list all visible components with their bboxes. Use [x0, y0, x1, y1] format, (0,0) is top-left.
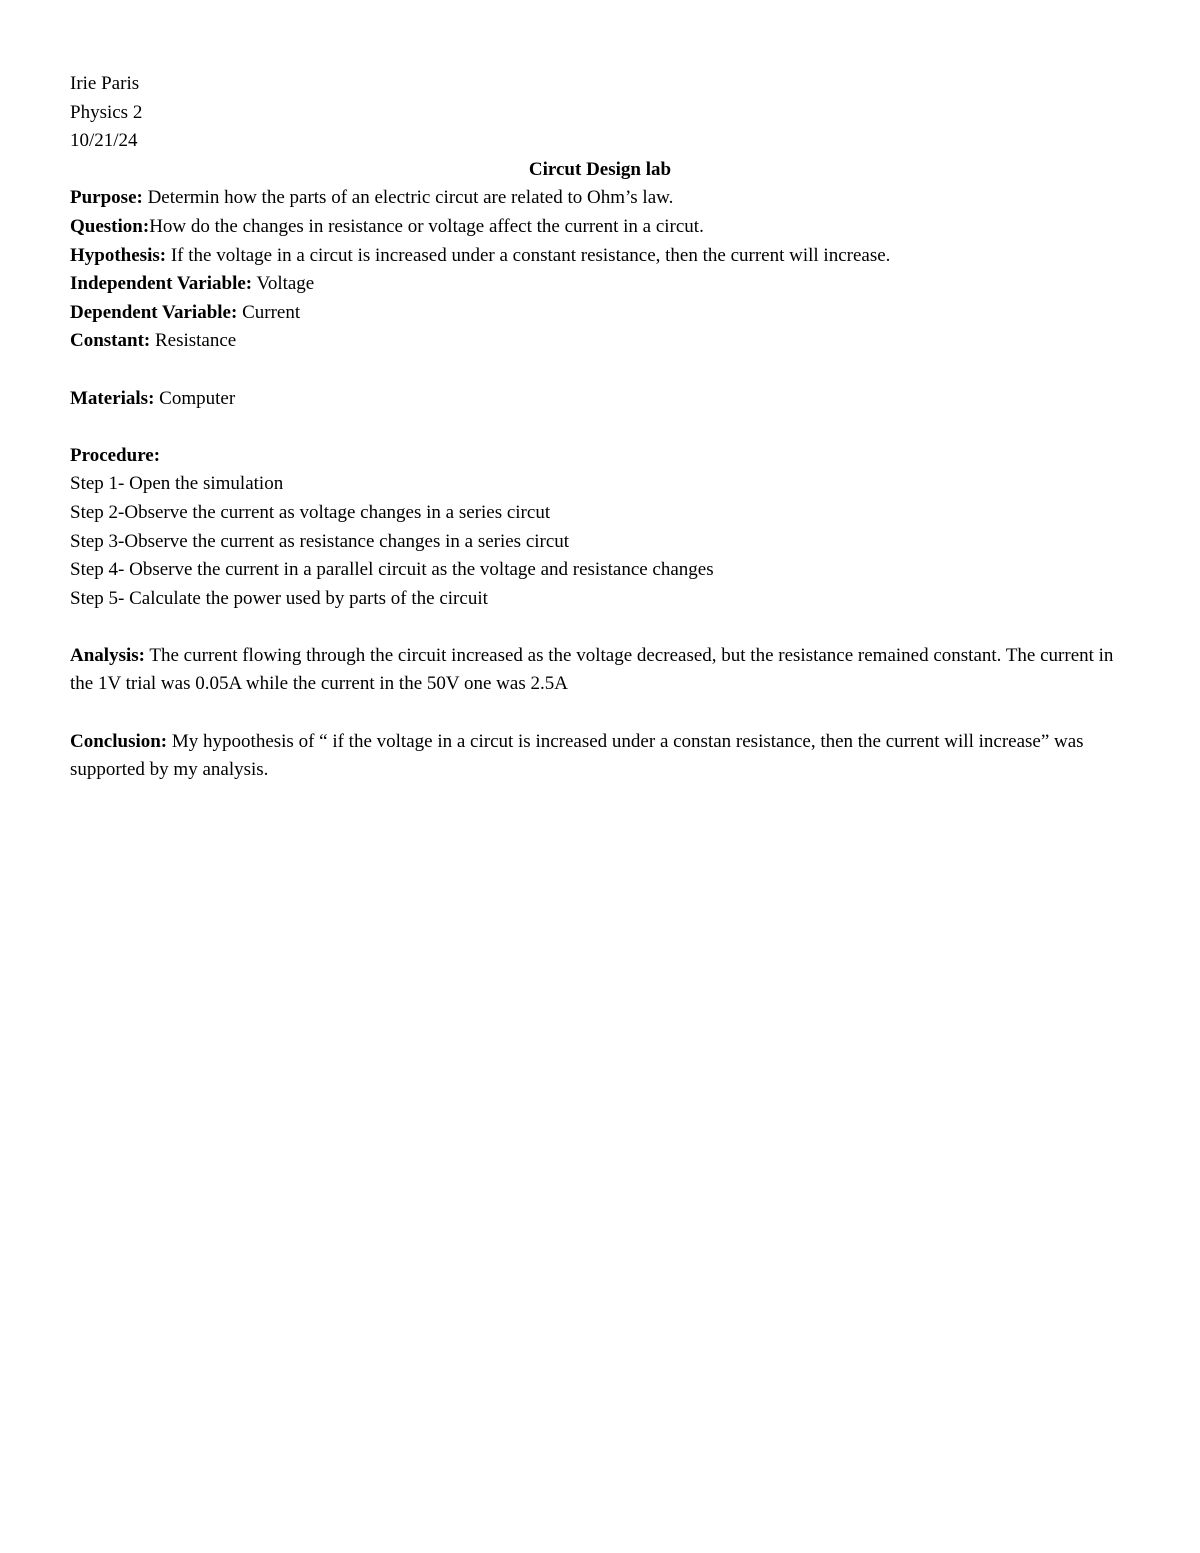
question-line — [70, 213, 1130, 242]
question-text: How do the changes in resistance or voltage affect the current in a circut. — [149, 215, 704, 237]
materials-line — [70, 385, 1130, 414]
spacer — [70, 613, 1130, 642]
procedure-step: Step 4- Observe the current in a parallel circuit as the voltage and resistance changes — [70, 559, 714, 581]
document-page — [70, 70, 1130, 785]
analysis-label: Analysis: — [70, 644, 145, 666]
spacer — [70, 699, 1130, 728]
dependent-variable-text: Current — [242, 301, 301, 323]
analysis-text: The current flowing through the circuit increased as the voltage decreased, but the resistance remained constant. The current in the 1V trial was 0.05A while the current in the 50V one was 2.5A — [70, 644, 1114, 695]
dependent-variable-line — [70, 299, 1130, 328]
question-label: Question: — [70, 215, 150, 237]
constant-label: Constant: — [70, 330, 151, 352]
constant-line — [70, 327, 1130, 356]
procedure-step: Step 3-Observe the current as resistance changes in a series circut — [70, 530, 570, 552]
conclusion-paragraph — [70, 728, 1130, 785]
dependent-variable-label: Dependent Variable: — [70, 301, 238, 323]
hypothesis-line — [70, 242, 1130, 271]
course-name: Physics 2 — [70, 101, 143, 123]
constant-text: Resistance — [154, 330, 237, 352]
independent-variable-line — [70, 270, 1130, 299]
hypothesis-text: If the voltage in a circut is increased under a constant resistance, then the current will increase. — [170, 244, 891, 266]
spacer — [70, 356, 1130, 385]
independent-variable-label: Independent Variable: — [70, 273, 253, 295]
conclusion-label: Conclusion: — [70, 730, 168, 752]
conclusion-text: My hypoothesis of “ if the voltage in a circut is increased under a constan resistance, then the current will increase” was supported by my analysis. — [70, 730, 1084, 781]
purpose-text: Determin how the parts of an electric circut are related to Ohm’s law. — [147, 187, 674, 209]
procedure-label: Procedure: — [70, 444, 161, 466]
procedure-step: Step 5- Calculate the power used by parts of the circuit — [70, 587, 488, 609]
materials-text: Computer — [159, 387, 236, 409]
spacer — [70, 413, 1130, 442]
student-name: Irie Paris — [70, 73, 140, 94]
hypothesis-label: Hypothesis: — [70, 244, 167, 266]
analysis-paragraph — [70, 642, 1130, 699]
procedure-step: Step 1- Open the simulation — [70, 473, 284, 495]
document-title: Circut Design lab — [528, 158, 672, 180]
independent-variable-text: Voltage — [256, 273, 315, 295]
purpose-label: Purpose: — [70, 187, 143, 209]
procedure-step: Step 2-Observe the current as voltage changes in a series circut — [70, 501, 551, 523]
report-date: 10/21/24 — [70, 130, 138, 152]
materials-label: Materials: — [70, 387, 155, 409]
purpose-line — [70, 184, 1130, 213]
